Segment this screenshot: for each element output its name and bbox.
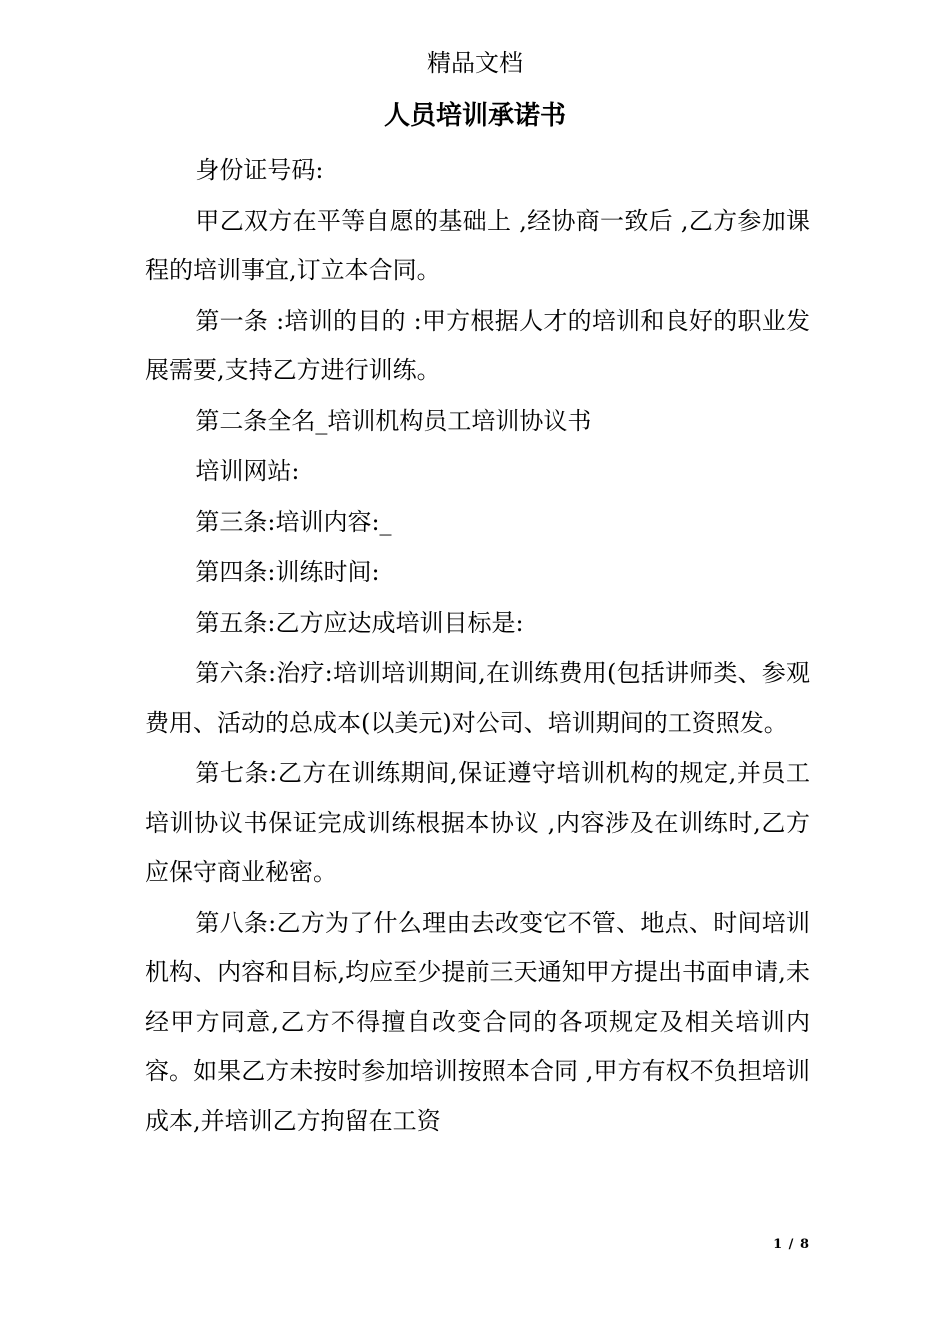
paragraph-article-8: 第八条:乙方为了什么理由去改变它不管、地点、时间培训机构、内容和目标,均应至少提前三天通知甲方提出书面申请,未经甲方同意,乙方不得擅自改变合同的各项规定及相关培训内容。如果乙方未按时参加培训按照本合同 ,甲方有权不负担培训成本,并培训乙方拘留在工资 [145, 908, 810, 1135]
document-body [145, 146, 810, 1147]
paragraph-id-number: 身份证号码: [195, 156, 324, 184]
paragraph-training-site: 培训网站: [195, 457, 300, 485]
paragraph-article-5: 第五条:乙方应达成培训目标是: [195, 608, 524, 637]
paragraph-article-6: 第六条:治疗:培训培训期间,在训练费用(包括讲师类、参观费用、活动的总成本(以美元)对公司、培训期间的工资照发。 [145, 659, 810, 737]
paragraph-article-7: 第七条:乙方在训练期间,保证遵守培训机构的规定,并员工培训协议书保证完成训练根据本协议 ,内容涉及在训练时,乙方应保守商业秘密。 [145, 759, 810, 886]
page-header: 精品文档 [427, 49, 523, 77]
document-title: 人员培训承诺书 [383, 101, 566, 131]
paragraph-article-3: 第三条:培训内容:_ [195, 507, 392, 536]
paragraph-preamble: 甲乙双方在平等自愿的基础上 ,经协商一致后 ,乙方参加课程的培训事宜,订立本合同。 [145, 206, 810, 284]
paragraph-article-2: 第二条全名_培训机构员工培训协议书 [195, 406, 592, 435]
paragraph-article-4: 第四条:训练时间: [195, 558, 380, 586]
page-number: 1 / 8 [773, 1237, 810, 1252]
paragraph-article-1: 第一条 :培训的目的 :甲方根据人才的培训和良好的职业发展需要,支持乙方进行训练。 [145, 306, 810, 384]
